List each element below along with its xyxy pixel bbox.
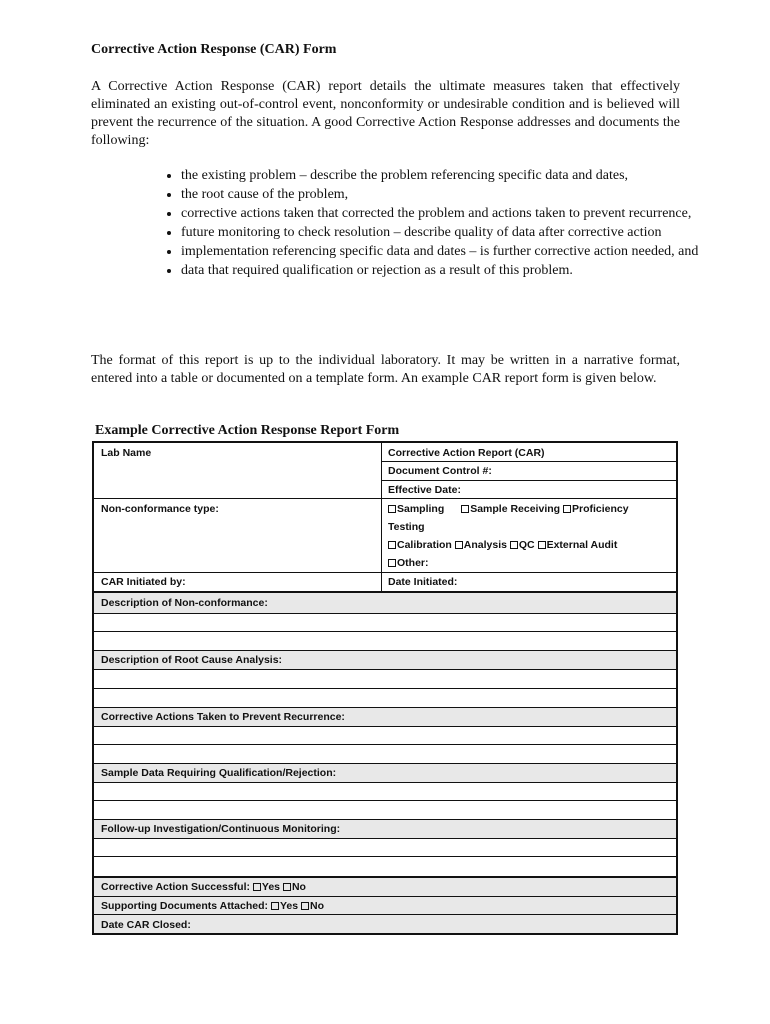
- testing-label: Testing: [388, 521, 425, 533]
- ca-successful-no-checkbox[interactable]: [283, 883, 291, 891]
- nonconformance-type-label: Non-conformance type:: [101, 503, 219, 515]
- sample-data-label: Sample Data Requiring Qualification/Rejection:: [101, 767, 337, 779]
- ca-successful-yes-checkbox[interactable]: [253, 883, 261, 891]
- lab-name-label: Lab Name: [101, 447, 152, 459]
- sample-receiving-checkbox[interactable]: [461, 505, 469, 513]
- description-nonconformance-label: Description of Non-conformance:: [101, 597, 268, 609]
- list-item: • corrective actions taken that corrected the problem and actions taken to prevent recurrence,: [181, 205, 701, 223]
- date-initiated-label: Date Initiated:: [388, 576, 458, 588]
- analysis-checkbox[interactable]: [455, 541, 463, 549]
- car-form: [92, 441, 678, 935]
- proficiency-testing-checkbox[interactable]: [563, 505, 571, 513]
- external-audit-checkbox[interactable]: [538, 541, 546, 549]
- car-header-label: Corrective Action Report (CAR): [388, 447, 545, 459]
- date-closed-label: Date CAR Closed:: [101, 919, 191, 931]
- sampling-checkbox[interactable]: [388, 505, 396, 513]
- list-item: • the existing problem – describe the problem referencing specific data and dates,: [181, 167, 701, 185]
- other-checkbox[interactable]: [388, 559, 396, 567]
- root-cause-label: Description of Root Cause Analysis:: [101, 654, 283, 666]
- form-heading: Example Corrective Action Response Report Form: [95, 423, 400, 438]
- calibration-checkbox[interactable]: [388, 541, 396, 549]
- supporting-docs-no-checkbox[interactable]: [301, 902, 309, 910]
- list-item: • the root cause of the problem,: [181, 186, 701, 204]
- ca-successful-row: Corrective Action Successful: Yes No: [101, 881, 306, 893]
- car-initiated-by-label: CAR Initiated by:: [101, 576, 186, 588]
- supporting-docs-yes-checkbox[interactable]: [271, 902, 279, 910]
- option-row-2: Calibration Analysis QC External Audit: [388, 539, 617, 551]
- followup-label: Follow-up Investigation/Continuous Monitoring:: [101, 823, 341, 835]
- corrective-actions-label: Corrective Actions Taken to Prevent Recurrence:: [101, 711, 345, 723]
- list-item: • data that required qualification or rejection as a result of this problem.: [181, 262, 701, 280]
- intro-paragraph: A Corrective Action Response (CAR) report details the ultimate measures taken that effectively eliminated an existing out-of-control event, nonconformity or undesirable condition and is believed will prevent the recurrence of the situation. A good Corrective Action Response addresses and documents the following:: [91, 79, 680, 148]
- document-title: Corrective Action Response (CAR) Form: [91, 42, 337, 57]
- requirements-list: [158, 167, 701, 281]
- list-item: • implementation referencing specific data and dates – is further corrective action needed, and: [181, 243, 701, 261]
- column-divider: [381, 443, 382, 592]
- supporting-docs-row: Supporting Documents Attached: Yes No: [101, 900, 324, 912]
- list-item: • future monitoring to check resolution – describe quality of data after corrective action: [181, 224, 701, 242]
- format-note-paragraph: The format of this report is up to the individual laboratory. It may be written in a narrative format, entered into a table or documented on a template form. An example CAR report form is given below.: [91, 353, 680, 386]
- option-row-3: Other:: [388, 557, 429, 569]
- effective-date-label: Effective Date:: [388, 484, 461, 496]
- qc-checkbox[interactable]: [510, 541, 518, 549]
- option-row-1: Sampling Sample Receiving Proficiency: [388, 503, 629, 515]
- document-control-label: Document Control #:: [388, 465, 492, 477]
